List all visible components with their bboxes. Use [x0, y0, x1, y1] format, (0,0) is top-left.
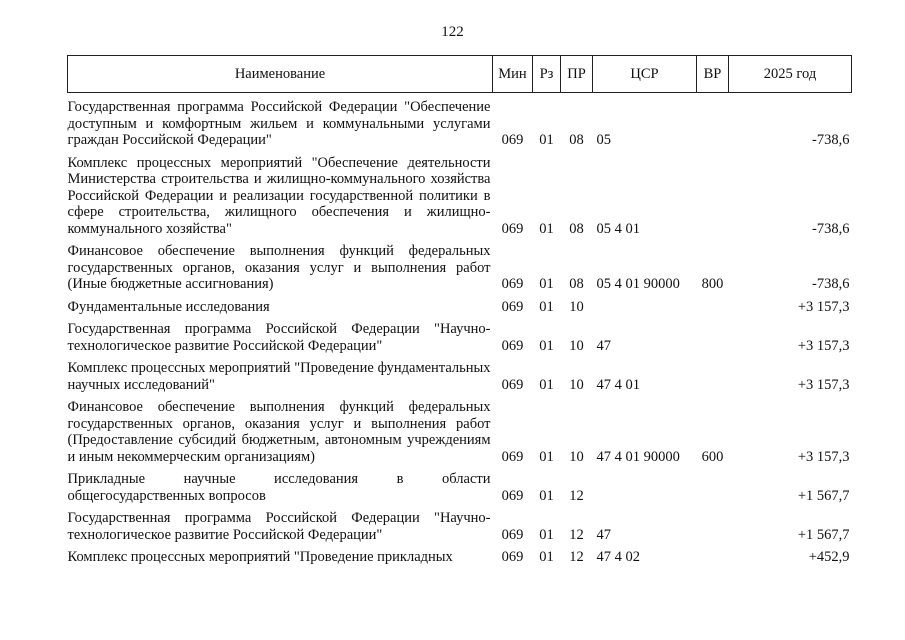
row-pr: 10 — [569, 376, 584, 393]
table-row — [68, 543, 852, 566]
row-rz: 01 — [539, 132, 554, 148]
row-min: 069 — [501, 276, 524, 292]
row-amount: +3 157,3 — [797, 448, 850, 465]
row-pr: 12 — [569, 549, 584, 565]
row-pr: 08 — [569, 220, 584, 237]
header-min: Мин — [493, 56, 533, 93]
row-rz: 01 — [539, 376, 554, 393]
row-rz: 01 — [539, 448, 554, 465]
row-vr — [697, 465, 729, 504]
row-min: 069 — [501, 298, 524, 315]
row-pr: 08 — [569, 276, 584, 292]
header-vr: ВР — [697, 56, 729, 93]
row-rz: 01 — [539, 487, 554, 504]
row-min: 069 — [501, 526, 524, 543]
row-name: Фундаментальные исследования — [67, 298, 270, 315]
row-amount: +452,9 — [808, 549, 850, 565]
row-pr: 10 — [569, 448, 584, 465]
row-amount: +1 567,7 — [797, 487, 850, 504]
table-row — [68, 315, 852, 354]
row-csr: 47 — [596, 337, 611, 354]
row-csr: 05 4 01 90000 — [596, 276, 680, 292]
table-row — [68, 237, 852, 293]
row-min: 069 — [501, 220, 524, 237]
row-pr: 08 — [569, 132, 584, 148]
header-year: 2025 год — [729, 56, 852, 93]
row-min: 069 — [501, 549, 524, 565]
row-vr — [697, 504, 729, 543]
page-number: 122 — [441, 24, 464, 40]
row-amount: +3 157,3 — [797, 337, 850, 354]
row-name: Комплекс процессных мероприятий "Обеспечение деятельности Министерства строительства и жилищно-коммунального хозяйства Российской Федерации и реализации государственной политики в сфере строительства, жилищного обеспечения и жилищно-коммунального хозяйства" — [67, 154, 491, 237]
row-vr — [697, 93, 729, 149]
row-min: 069 — [501, 376, 524, 393]
row-csr — [593, 293, 697, 316]
row-csr: 47 4 02 — [596, 549, 640, 565]
row-min: 069 — [501, 337, 524, 354]
row-rz: 01 — [539, 526, 554, 543]
row-name: Финансовое обеспечение выполнения функций федеральных государственных органов, оказания услуг и выполнения работ (Предоставление субсидий бюджетным, автономным учреждениям и иным некоммерческим организациям) — [67, 399, 491, 465]
row-name: Прикладные научные исследования в области общегосударственных вопросов — [67, 471, 491, 504]
header-name: Наименование — [68, 56, 493, 93]
header-pr: ПР — [561, 56, 593, 93]
table-row — [68, 149, 852, 238]
row-amount: +3 157,3 — [797, 376, 850, 393]
table-row — [68, 393, 852, 465]
row-vr: 800 — [701, 276, 724, 292]
row-vr — [697, 543, 729, 566]
row-amount: +1 567,7 — [797, 526, 850, 543]
row-csr: 05 4 01 — [596, 220, 640, 237]
row-pr: 10 — [569, 337, 584, 354]
row-csr: 47 — [596, 526, 611, 543]
row-amount: -738,6 — [812, 276, 850, 292]
row-csr: 47 4 01 90000 — [596, 448, 680, 465]
row-rz: 01 — [539, 220, 554, 237]
row-name: Государственная программа Российской Федерации "Обеспечение доступным и комфортным жильем и коммунальными услугами граждан Российской Федерации" — [67, 99, 491, 148]
row-vr — [697, 354, 729, 393]
row-rz: 01 — [539, 337, 554, 354]
table-row — [68, 465, 852, 504]
row-name: Финансовое обеспечение выполнения функций федеральных государственных органов, оказания услуг и выполнения работ (Иные бюджетные ассигнования) — [67, 243, 491, 292]
row-pr: 10 — [569, 298, 584, 315]
row-amount: +3 157,3 — [797, 298, 850, 315]
row-min: 069 — [501, 448, 524, 465]
row-name: Комплекс процессных мероприятий "Проведение прикладных — [67, 549, 453, 565]
table-row — [68, 93, 852, 149]
table-row — [68, 504, 852, 543]
row-name: Комплекс процессных мероприятий "Проведение фундаментальных научных исследований" — [67, 360, 491, 393]
budget-table — [67, 55, 852, 566]
table-row — [68, 354, 852, 393]
row-min: 069 — [501, 487, 524, 504]
row-min: 069 — [501, 132, 524, 148]
row-rz: 01 — [539, 276, 554, 292]
row-rz: 01 — [539, 549, 554, 565]
row-csr: 05 — [596, 132, 611, 148]
table-header-row — [68, 56, 852, 93]
row-pr: 12 — [569, 526, 584, 543]
row-vr — [697, 149, 729, 238]
row-amount: -738,6 — [812, 220, 850, 237]
table-row — [68, 293, 852, 316]
row-vr: 600 — [701, 448, 724, 465]
row-pr: 12 — [569, 487, 584, 504]
row-csr: 47 4 01 — [596, 376, 640, 393]
header-rz: Рз — [533, 56, 561, 93]
row-vr — [697, 315, 729, 354]
row-name: Государственная программа Российской Федерации "Научно-технологическое развитие Российской Федерации" — [67, 321, 491, 354]
row-vr — [697, 293, 729, 316]
header-csr: ЦСР — [593, 56, 697, 93]
row-name: Государственная программа Российской Федерации "Научно-технологическое развитие Российской Федерации" — [67, 510, 491, 543]
row-amount: -738,6 — [812, 132, 850, 148]
row-csr — [593, 465, 697, 504]
row-rz: 01 — [539, 298, 554, 315]
